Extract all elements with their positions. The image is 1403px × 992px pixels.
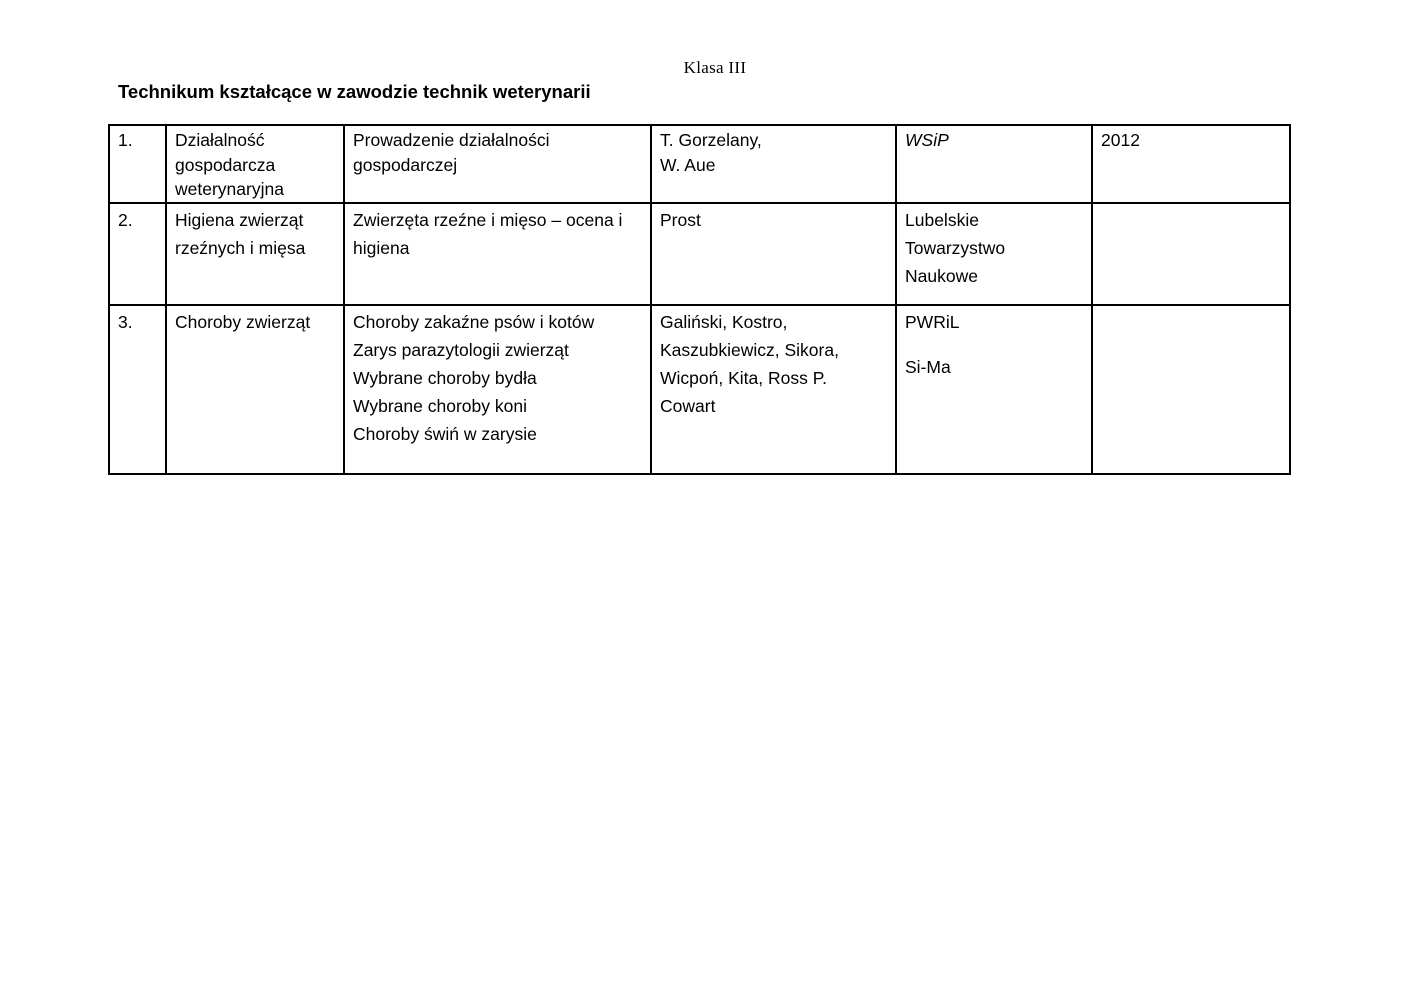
spacer [905, 336, 1083, 353]
year-cell [1092, 203, 1290, 305]
title-line: Choroby zakaźne psów i kotów [353, 311, 595, 332]
subject-line: Działalność [175, 130, 265, 150]
author-line: W. Aue [660, 154, 716, 175]
table-row [109, 125, 1290, 203]
title-line: Prowadzenie działalności [353, 130, 550, 150]
subject-cell [166, 125, 344, 203]
title-line: Zarys parazytologii zwierząt [353, 339, 569, 360]
title-line: Wybrane choroby koni [353, 395, 527, 416]
publisher-line: Si-Ma [905, 356, 951, 377]
row-number-cell [109, 305, 166, 474]
publisher-cell [896, 203, 1092, 305]
subject-line: Higiena zwierząt [175, 209, 304, 230]
subject-line: weterynaryjna [175, 179, 284, 199]
row-number: 3. [118, 311, 133, 332]
title-line: gospodarczej [353, 154, 458, 175]
title-cell [344, 305, 651, 474]
row-number-cell [109, 203, 166, 305]
page-heading: Technikum kształcące w zawodzie technik weterynarii [118, 81, 591, 102]
subject-line: rzeźnych i mięsa [175, 237, 306, 258]
publisher-line: WSiP [905, 130, 949, 150]
table-row [109, 305, 1290, 474]
year-value: 2012 [1101, 130, 1140, 150]
publisher-line: Naukowe [905, 265, 978, 286]
title-cell [344, 203, 651, 305]
title-line: higiena [353, 237, 410, 258]
title-line: Choroby świń w zarysie [353, 423, 537, 444]
publisher-cell [896, 305, 1092, 474]
row-number-cell [109, 125, 166, 203]
year-cell [1092, 125, 1290, 203]
author-line: Cowart [660, 395, 716, 416]
subject-cell [166, 203, 344, 305]
table-row [109, 203, 1290, 305]
author-line: Kaszubkiewicz, Sikora, [660, 339, 839, 360]
subject-cell [166, 305, 344, 474]
subject-line: Choroby zwierząt [175, 311, 311, 332]
publisher-cell [896, 125, 1092, 203]
author-line: Galiński, Kostro, [660, 311, 788, 332]
author-cell [651, 305, 896, 474]
textbook-table [108, 124, 1291, 475]
year-cell [1092, 305, 1290, 474]
publisher-line: Lubelskie [905, 209, 979, 230]
title-line: Wybrane choroby bydła [353, 367, 537, 388]
author-line: Prost [660, 209, 701, 230]
row-number: 2. [118, 209, 133, 230]
publisher-line: Towarzystwo [905, 237, 1006, 258]
row-number: 1. [118, 130, 133, 150]
subject-line: gospodarcza [175, 154, 276, 175]
author-cell [651, 125, 896, 203]
class-label: Klasa III [683, 58, 747, 77]
title-cell [344, 125, 651, 203]
author-line: T. Gorzelany, [660, 130, 762, 150]
publisher-line: PWRiL [905, 311, 960, 332]
author-line: Wicpoń, Kita, Ross P. [660, 367, 827, 388]
author-cell [651, 203, 896, 305]
title-line: Zwierzęta rzeźne i mięso – ocena i [353, 209, 623, 230]
